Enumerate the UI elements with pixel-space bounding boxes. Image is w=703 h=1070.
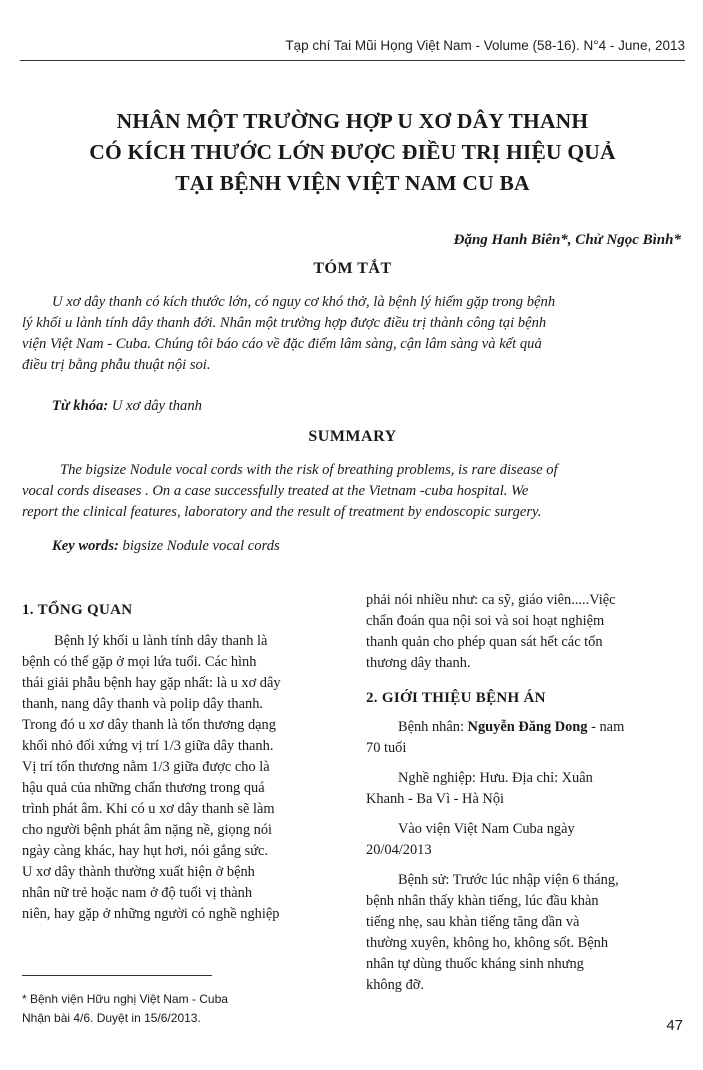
footnote-rule <box>22 975 212 976</box>
header-rule <box>20 60 685 61</box>
summary-keywords-value: bigsize Nodule vocal cords <box>122 538 280 554</box>
title-line-3: TẠI BỆNH VIỆN VIỆT NAM CU BA <box>175 171 530 195</box>
tom-tat-keywords-value: U xơ dây thanh <box>111 398 202 414</box>
job-line: Nghề nghiệp: Hưu. Địa chỉ: Xuân <box>398 770 593 786</box>
journal-header: Tạp chí Tai Mũi Họng Việt Nam - Volume (58-16). N°4 - June, 2013 <box>285 38 685 53</box>
title-line-1: NHÂN MỘT TRƯỜNG HỢP U XƠ DÂY THANH <box>116 109 589 133</box>
patient-rest: - nam <box>587 719 625 735</box>
article-title <box>20 106 685 199</box>
tom-tat-line: lý khối u lành tính dây thanh đới. Nhân một trường hợp được điều trị thành công tại bệnh <box>22 315 547 331</box>
section-2-heading: 2. GIỚI THIỆU BỆNH ÁN <box>366 690 546 706</box>
patient-label: Bệnh nhân: <box>398 719 468 735</box>
summary-line: report the clinical features, laboratory and the result of treatment by endoscopic surgery. <box>22 504 542 520</box>
patient-line <box>366 717 686 738</box>
history-line: nhân tự dùng thuốc kháng sinh nhưng <box>366 956 584 972</box>
summary-line: The bigsize Nodule vocal cords with the risk of breathing problems, is rare disease of <box>60 462 558 478</box>
body-line: Bệnh lý khối u lành tính dây thanh là <box>54 633 268 649</box>
history-line: Bệnh sử: Trước lúc nhập viện 6 tháng, <box>398 872 619 888</box>
footnote-dates: Nhận bài 4/6. Duyệt in 15/6/2013. <box>22 1011 201 1025</box>
tom-tat-body <box>22 292 682 376</box>
admission-line: Vào viện Việt Nam Cuba ngày <box>398 821 575 837</box>
section-1-heading: 1. TỔNG QUAN <box>22 602 133 618</box>
body-line: U xơ dây thành thường xuất hiện ở bệnh <box>22 864 255 880</box>
tom-tat-keywords-label: Từ khóa: <box>52 398 109 414</box>
patient-age: 70 tuổi <box>366 740 407 756</box>
footnote-affiliation: * Bệnh viện Hữu nghị Việt Nam - Cuba <box>22 992 228 1006</box>
body-line: hậu quả của những chấn thương trong quá <box>22 780 265 796</box>
summary-line: vocal cords diseases . On a case successfully treated at the Vietnam -cuba hospital. We <box>22 483 529 499</box>
summary-keywords <box>52 538 280 555</box>
body-line: ngày càng khác, hay hụt hơi, nói gắng sức. <box>22 843 268 859</box>
body-line: thanh quản cho phép quan sát hết các tổn <box>366 634 603 650</box>
summary-heading: SUMMARY <box>308 428 397 445</box>
summary-body <box>22 460 682 523</box>
body-line: bệnh có thể gặp ở mọi lứa tuổi. Các hình <box>22 654 257 670</box>
history-line: bệnh nhân thấy khàn tiếng, lúc đầu khàn <box>366 893 599 909</box>
tom-tat-line: viện Việt Nam - Cuba. Chúng tôi báo cáo về đặc điểm lâm sàng, cận lâm sàng và kết quả <box>22 336 542 352</box>
body-line: nhân nữ trẻ hoặc nam ở độ tuổi vị thành <box>22 885 253 901</box>
footnote <box>22 990 228 1028</box>
admission-date: 20/04/2013 <box>366 842 432 858</box>
body-line: cho người bệnh phát âm nặng nề, giọng nói <box>22 822 273 838</box>
page-number: 47 <box>666 1017 683 1034</box>
tom-tat-line: U xơ dây thanh có kích thước lớn, có nguy cơ khó thở, là bệnh lý hiếm gặp trong bệnh <box>52 294 556 310</box>
right-column <box>366 590 686 996</box>
tom-tat-keywords <box>52 398 202 415</box>
tom-tat-line: điều trị bằng phẫu thuật nội soi. <box>22 357 211 373</box>
body-line: thái giải phẫu bệnh hay gặp nhất: là u xơ dây <box>22 675 281 691</box>
history-line: thường xuyên, không ho, không sốt. Bệnh <box>366 935 609 951</box>
body-line: thương dây thanh. <box>366 655 471 671</box>
body-line: Vị trí tổn thương nằm 1/3 giữa được cho là <box>22 759 270 775</box>
history-line: tiếng nhẹ, sau khàn tiếng tăng dần và <box>366 914 580 930</box>
left-column <box>22 600 342 925</box>
title-line-2: CÓ KÍCH THƯỚC LỚN ĐƯỢC ĐIỀU TRỊ HIỆU QUẢ <box>89 140 616 164</box>
body-line: chẩn đoán qua nội soi và soi hoạt nghiệm <box>366 613 605 629</box>
body-line: khối nhỏ đối xứng vị trí 1/3 giữa dây thanh. <box>22 738 274 754</box>
tom-tat-heading: TÓM TẮT <box>313 260 392 277</box>
body-line: thanh, nang dây thanh và polip dây thanh. <box>22 696 263 712</box>
summary-keywords-label: Key words: <box>52 538 119 554</box>
history-line: không đỡ. <box>366 977 424 993</box>
address-line: Khanh - Ba Vì - Hà Nội <box>366 791 505 807</box>
patient-name: Nguyễn Đăng Dong <box>467 719 588 735</box>
authors: Đặng Hanh Biên*, Chử Ngọc Bình* <box>453 232 681 248</box>
body-line: Trong đó u xơ dây thanh là tổn thương dạng <box>22 717 276 733</box>
body-line: niên, hay gặp ở những người có nghề nghiệp <box>22 906 280 922</box>
body-line: trình phát âm. Khi có u xơ dây thanh sẽ làm <box>22 801 275 817</box>
body-line: phải nói nhiều như: ca sỹ, giáo viên.....Việc <box>366 592 616 608</box>
